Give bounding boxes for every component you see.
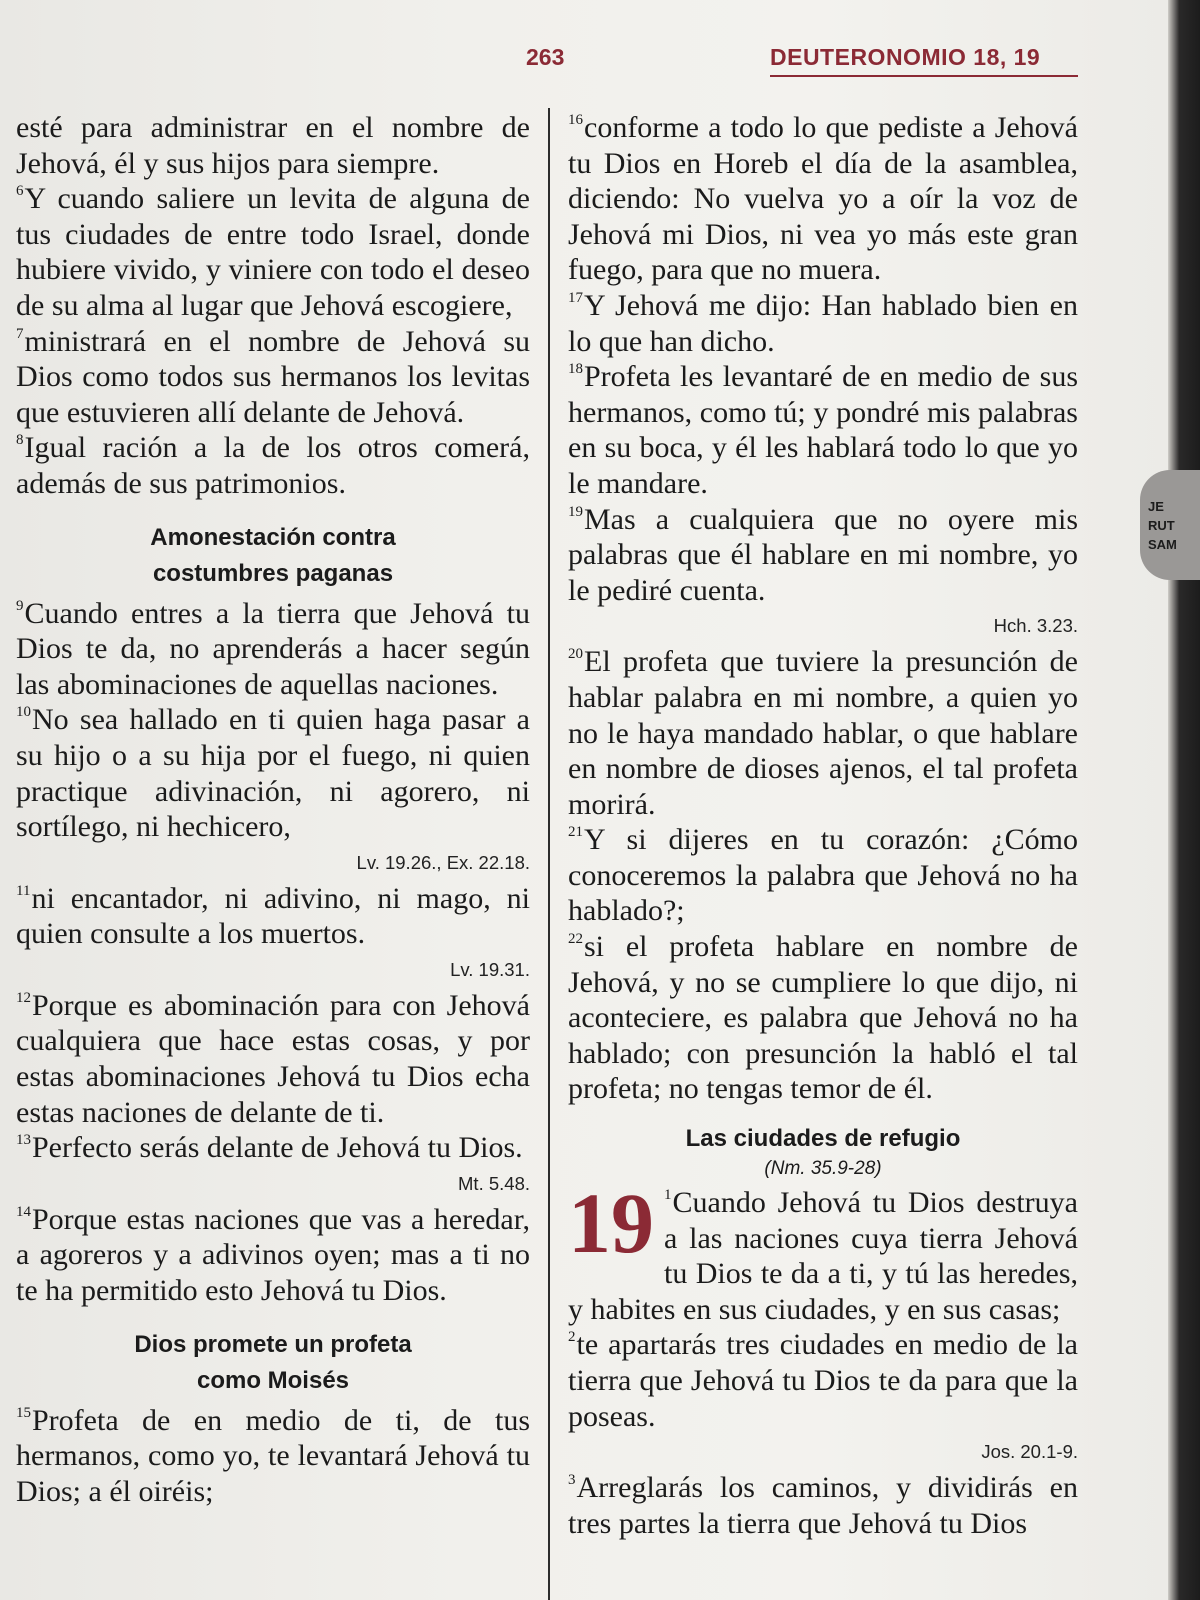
verse-number: 15 (16, 1404, 31, 1421)
verse-number: 11 (16, 882, 31, 899)
verse-number: 1 (664, 1187, 672, 1204)
verse-8: $^8$Igual ración a la de los otros comerá, además de sus patrimonios. (16, 431, 530, 500)
cross-reference: Mt. 5.48. (458, 1172, 530, 1194)
verse-number: 7 (16, 325, 24, 342)
verse-20: $^{20}$El profeta que tuviere la presunción de hablar palabra en mi nombre, a quien yo no le haya mandado hablar, o que hablare en nombre de dioses ajenos, el tal profeta morirá. (568, 645, 1078, 821)
verse-13: $^{13}$Perfecto serás delante de Jehová tu Dios. (16, 1131, 523, 1165)
verse-19: $^{19}$Mas a cualquiera que no oyere mis palabras que él hablare en mi nombre, yo le pediré cuenta. (568, 502, 1078, 607)
cross-reference: Hch. 3.23. (993, 615, 1078, 637)
section-subheading: (Nm. 35.9-28) (764, 1158, 882, 1180)
thumb-tab-label: JE (1148, 498, 1164, 514)
verse-9: $^9$Cuando entres a la tierra que Jehová tu Dios te da, no aprenderás a hacer según las abominaciones de aquellas naciones. (16, 596, 530, 701)
verse-number: 21 (568, 824, 583, 841)
chapter-19-verse-2: $^2$te apartarás tres ciudades en medio de la tierra que Jehová tu Dios te da para que la poseas. (568, 1328, 1078, 1433)
section-heading: Las ciudades de refugio (685, 1125, 961, 1153)
chapter-19-verse-1: $^1$Cuando Jehová tu Dios destruya a las naciones cuya tierra Jehová tu Dios te da a ti, y tú las heredes, y habites en sus ciudades, y en sus casas; (568, 1186, 1078, 1326)
section-heading: Amonestación contra costumbres paganas (150, 523, 396, 587)
verse-15: $^{15}$Profeta de en medio de ti, de tus hermanos, como yo, te levantará Jehová tu Dios; a él oiréis; (16, 1403, 530, 1508)
book-edge (1168, 0, 1200, 1600)
chapter-19-verse-3: $^3$Arreglarás los caminos, y dividirás en tres partes la tierra que Jehová tu Dios (568, 1471, 1078, 1540)
verse-17: $^{17}$Y Jehová me dijo: Han hablado bien en lo que han dicho. (568, 288, 1078, 358)
right-column (568, 110, 1078, 1541)
column-divider (548, 108, 550, 1600)
verse-10: $^{10}$No sea hallado en ti quien haga pasar a su hijo o a su hija por el fuego, ni quien practique adivinación, ni agorero, ni sortílego, ni hechicero, (16, 703, 530, 844)
verse-11: $^{11}$ni encantador, ni adivino, ni mago, ni quien consulte a los muertos. (16, 881, 530, 951)
cross-reference: Lv. 19.31. (450, 958, 530, 980)
verse-number: 14 (16, 1203, 31, 1220)
verse-number: 18 (568, 361, 583, 378)
verse-22: $^{22}$si el profeta hablare en nombre de Jehová, y no se cumpliere lo que dijo, ni aconteciere, es palabra que Jehová no ha hablado; con presunción la habló el tal profeta; no tengas temor de él. (568, 930, 1078, 1106)
section-heading: Dios promete un profeta como Moisés (134, 1330, 412, 1394)
verse-21: $^{21}$Y si dijeres en tu corazón: ¿Cómo conoceremos la palabra que Jehová no ha hablado?; (568, 823, 1078, 928)
verse-number: 12 (16, 989, 31, 1006)
verse-number: 2 (568, 1329, 576, 1346)
thumb-tab-label: SAM (1148, 536, 1177, 552)
verse-6: $^6$Y cuando saliere un levita de alguna de tus ciudades de entre todo Israel, donde hubiere vivido, y viniere con todo el deseo de su alma al lugar que Jehová escogiere, (16, 182, 530, 322)
verse-number: 17 (568, 289, 583, 306)
verse-number: 3 (568, 1472, 576, 1489)
page-number: 263 (526, 44, 565, 70)
chapter-number: 19 (568, 1175, 654, 1272)
verse-number: 22 (568, 931, 583, 948)
verse-number: 9 (16, 597, 24, 614)
left-column (16, 110, 530, 1509)
verse-number: 20 (568, 646, 583, 663)
verse-12: $^{12}$Porque es abominación para con Jehová cualquiera que hace estas cosas, y por estas abominaciones Jehová tu Dios echa estas naciones de delante de ti. (16, 988, 530, 1129)
verse-14: $^{14}$Porque estas naciones que vas a heredar, a agoreros y a adivinos oyen; mas a ti no te ha permitido esto Jehová tu Dios. (16, 1202, 530, 1308)
verse-number: 6 (16, 183, 24, 200)
verse-18: $^{18}$Profeta les levantaré de en medio de sus hermanos, como tú; y pondré mis palabras en su boca, y él les hablará todo lo que yo le mandare. (568, 360, 1078, 500)
cross-reference: Lv. 19.26., Ex. 22.18. (356, 851, 530, 873)
verse-number: 10 (16, 704, 31, 721)
cross-reference: Jos. 20.1-9. (981, 1441, 1078, 1463)
page-header (0, 40, 1168, 80)
verse-number: 13 (16, 1132, 31, 1149)
thumb-index-tab[interactable] (1140, 470, 1200, 580)
chapter-19-block (568, 1175, 1078, 1327)
thumb-tab-label: RUT (1148, 517, 1175, 533)
verse-16: $^{16}$conforme a todo lo que pediste a Jehová tu Dios en Horeb el día de la asamblea, diciendo: No vuelva yo a oír la voz de Jehová mi Dios, ni vea yo más este gran fuego, para que no muera. (568, 111, 1078, 287)
verse-number: 8 (16, 432, 24, 449)
running-head: DEUTERONOMIO 18, 19 (770, 44, 1078, 77)
verse-7: $^7$ministrará en el nombre de Jehová su Dios como todos sus hermanos los levitas que estuvieren allí delante de Jehová. (16, 324, 530, 429)
verse-number: 19 (568, 503, 583, 520)
verse-5-continued: esté para administrar en el nombre de Jehová, él y sus hijos para siempre. (16, 111, 530, 180)
verse-number: 16 (568, 112, 583, 128)
